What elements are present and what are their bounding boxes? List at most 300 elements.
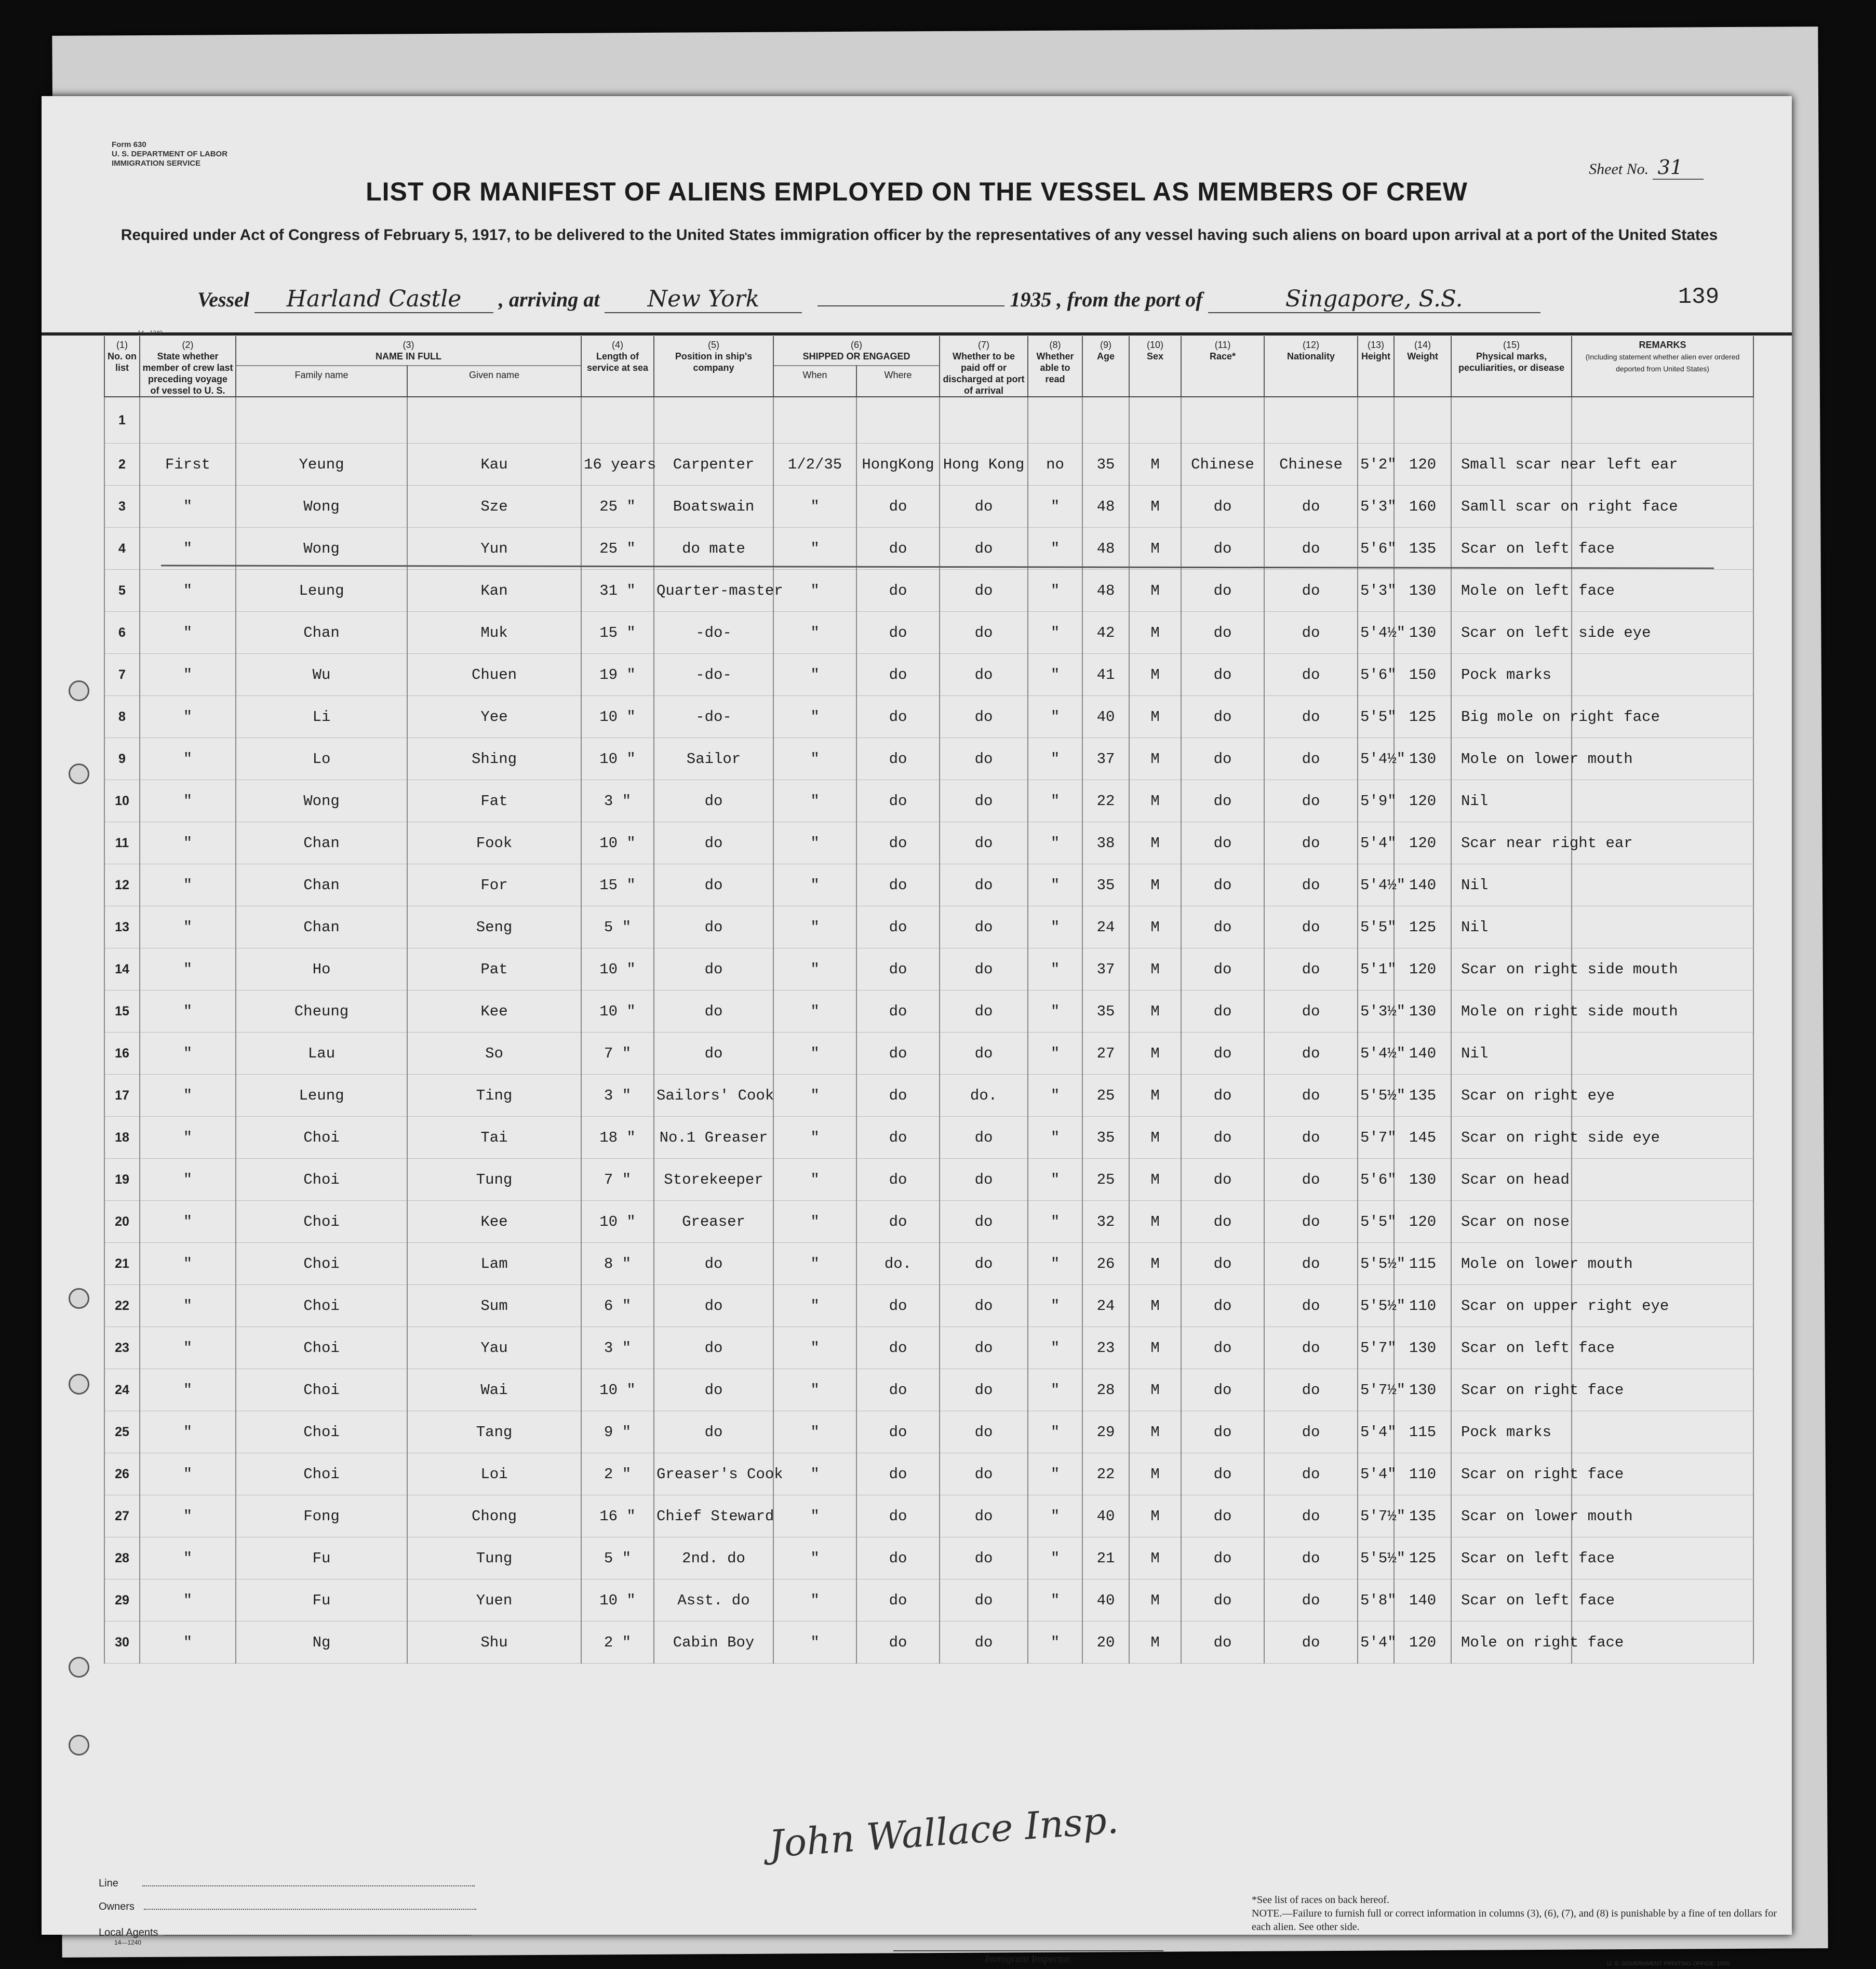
cell-service: 10 " [581, 822, 654, 864]
race-note: *See list of races on back hereof. [1252, 1894, 1389, 1906]
cell-height: 5'7" [1358, 1117, 1394, 1159]
cell-race: do [1181, 654, 1264, 696]
cell-marks: Scar on head [1451, 1159, 1572, 1201]
cell-family: Chan [236, 906, 407, 948]
cell-voyage: " [140, 822, 236, 864]
cell-paid: do [940, 1327, 1028, 1369]
cell-race: do [1181, 1537, 1264, 1579]
cell-marks: Mole on left face [1451, 570, 1572, 612]
cell-marks: Scar on lower mouth [1451, 1495, 1572, 1537]
cell-height: 5'4½" [1358, 1033, 1394, 1075]
cell-given: Yau [407, 1327, 581, 1369]
cell-when: " [773, 1201, 856, 1243]
cell-nationality: do [1264, 654, 1358, 696]
cell-service: 5 " [581, 906, 654, 948]
cell-voyage: " [140, 1411, 236, 1453]
cell-position: Greaser's Cook [654, 1453, 773, 1495]
cell-race: do [1181, 612, 1264, 654]
cell-nationality: Chinese [1264, 444, 1358, 486]
cell-given: Yuen [407, 1579, 581, 1622]
cell-weight: 135 [1394, 528, 1451, 570]
cell-service: 10 " [581, 1579, 654, 1622]
cell-race: do [1181, 1453, 1264, 1495]
cell-marks: Mole on right face [1451, 1622, 1572, 1664]
cell-where: do [856, 864, 940, 906]
cell-service: 8 " [581, 1243, 654, 1285]
cell-no: 1 [104, 397, 140, 444]
cell-nationality: do [1264, 906, 1358, 948]
cell-when: " [773, 906, 856, 948]
cell-age: 35 [1082, 864, 1129, 906]
cell-no: 20 [104, 1201, 140, 1243]
cell-no: 2 [104, 444, 140, 486]
cell-no: 30 [104, 1622, 140, 1664]
cell-age: 28 [1082, 1369, 1129, 1411]
cell-family: Cheung [236, 990, 407, 1033]
cell-service: 7 " [581, 1159, 654, 1201]
cell-nationality: do [1264, 780, 1358, 822]
cell-voyage: " [140, 654, 236, 696]
cell-service: 10 " [581, 1369, 654, 1411]
cell-voyage: " [140, 1285, 236, 1327]
table-row [104, 1201, 1753, 1243]
cell-weight: 120 [1394, 948, 1451, 990]
cell-service [581, 397, 654, 444]
cell-nationality: do [1264, 1117, 1358, 1159]
binder-hole [69, 1735, 89, 1756]
cell-given: So [407, 1033, 581, 1075]
cell-race [1181, 397, 1264, 444]
cell-paid: do [940, 486, 1028, 528]
cell-paid: do [940, 1411, 1028, 1453]
cell-remarks [1572, 864, 1753, 906]
cell-race: do [1181, 864, 1264, 906]
cell-read: " [1028, 654, 1082, 696]
col-paid-off: (7) Whether to be paid off or discharged at port of arrival [940, 336, 1028, 397]
col-position: (5) Position in ship's company [654, 336, 773, 397]
cell-family: Lo [236, 738, 407, 780]
cell-where: do [856, 1285, 940, 1327]
header-row [104, 336, 1753, 366]
from-port: Singapore, S.S. [1208, 286, 1540, 313]
cell-no: 3 [104, 486, 140, 528]
cell-weight: 115 [1394, 1411, 1451, 1453]
cell-race: do [1181, 1243, 1264, 1285]
cell-age: 22 [1082, 1453, 1129, 1495]
cell-nationality: do [1264, 990, 1358, 1033]
cell-no: 7 [104, 654, 140, 696]
cell-where: do [856, 1327, 940, 1369]
cell-age: 24 [1082, 1285, 1129, 1327]
cell-voyage: " [140, 612, 236, 654]
cell-sex: M [1129, 654, 1181, 696]
cell-height: 5'7½" [1358, 1369, 1394, 1411]
cell-given: Shu [407, 1622, 581, 1664]
cell-remarks [1572, 1033, 1753, 1075]
cell-where: do [856, 1201, 940, 1243]
cell-no: 8 [104, 696, 140, 738]
cell-position: do [654, 1243, 773, 1285]
cell-no: 4 [104, 528, 140, 570]
cell-given: Tung [407, 1159, 581, 1201]
cell-age: 40 [1082, 1495, 1129, 1537]
cell-where: do [856, 780, 940, 822]
cell-position: do [654, 864, 773, 906]
cell-given: Chuen [407, 654, 581, 696]
cell-race: do [1181, 990, 1264, 1033]
cell-age: 37 [1082, 948, 1129, 990]
cell-height: 5'6" [1358, 1159, 1394, 1201]
cell-weight: 120 [1394, 1201, 1451, 1243]
cell-paid [940, 397, 1028, 444]
cell-where: do [856, 1369, 940, 1411]
cell-race: do [1181, 1285, 1264, 1327]
table-row [104, 397, 1753, 444]
cell-no: 10 [104, 780, 140, 822]
cell-where: do [856, 1075, 940, 1117]
cell-height: 5'4" [1358, 1453, 1394, 1495]
col-name: (3) NAME IN FULL [236, 336, 581, 366]
cell-sex: M [1129, 1285, 1181, 1327]
col-remarks: REMARKS (Including statement whether alien ever ordered deported from United States) [1572, 336, 1753, 397]
cell-service: 10 " [581, 738, 654, 780]
cell-where: do [856, 1453, 940, 1495]
cell-height: 5'9" [1358, 780, 1394, 822]
cell-no: 28 [104, 1537, 140, 1579]
cell-marks: Scar on nose [1451, 1201, 1572, 1243]
sheet-label: Sheet No. [1589, 160, 1649, 178]
cell-race: do [1181, 1075, 1264, 1117]
cell-remarks [1572, 1159, 1753, 1201]
cell-paid: do [940, 1537, 1028, 1579]
col-shipped: (6) SHIPPED OR ENGAGED [773, 336, 940, 366]
cell-marks: Scar on left face [1451, 528, 1572, 570]
cell-given: Tai [407, 1117, 581, 1159]
table-row [104, 1622, 1753, 1664]
cell-sex: M [1129, 1075, 1181, 1117]
cell-age: 22 [1082, 780, 1129, 822]
cell-family: Chan [236, 864, 407, 906]
cell-nationality: do [1264, 1075, 1358, 1117]
cell-race: do [1181, 1201, 1264, 1243]
cell-where: HongKong [856, 444, 940, 486]
cell-when: " [773, 1622, 856, 1664]
cell-where: do [856, 528, 940, 570]
table-row [104, 1579, 1753, 1622]
cell-read: " [1028, 1159, 1082, 1201]
cell-age: 42 [1082, 612, 1129, 654]
cell-where: do. [856, 1243, 940, 1285]
cell-position: -do- [654, 654, 773, 696]
cell-paid: do [940, 780, 1028, 822]
cell-nationality: do [1264, 1411, 1358, 1453]
cell-family: Choi [236, 1327, 407, 1369]
cell-position: do [654, 906, 773, 948]
cell-when: " [773, 570, 856, 612]
cell-weight: 130 [1394, 1327, 1451, 1369]
cell-given [407, 397, 581, 444]
col-weight: (14) Weight [1394, 336, 1451, 397]
cell-position: do [654, 990, 773, 1033]
cell-nationality: do [1264, 1159, 1358, 1201]
cell-where: do [856, 1159, 940, 1201]
binder-hole [69, 1657, 89, 1678]
cell-given: Seng [407, 906, 581, 948]
cell-position: Cabin Boy [654, 1622, 773, 1664]
col-read: (8) Whether able to read [1028, 336, 1082, 397]
cell-read: " [1028, 864, 1082, 906]
col-no: (1) No. on list [104, 336, 140, 397]
cell-marks: Pock marks [1451, 1411, 1572, 1453]
cell-voyage: " [140, 1201, 236, 1243]
form-number-block [112, 140, 227, 168]
cell-family: Choi [236, 1453, 407, 1495]
cell-no: 9 [104, 738, 140, 780]
cell-paid: do [940, 738, 1028, 780]
cell-service: 3 " [581, 1075, 654, 1117]
cell-read: " [1028, 990, 1082, 1033]
cell-age: 40 [1082, 696, 1129, 738]
cell-family: Chan [236, 822, 407, 864]
cell-weight: 120 [1394, 444, 1451, 486]
cell-position: Carpenter [654, 444, 773, 486]
cell-when: " [773, 1117, 856, 1159]
cell-weight: 140 [1394, 864, 1451, 906]
cell-family: Ng [236, 1622, 407, 1664]
cell-race: do [1181, 570, 1264, 612]
cell-position: Storekeeper [654, 1159, 773, 1201]
cell-marks: Big mole on right face [1451, 696, 1572, 738]
cell-nationality: do [1264, 1201, 1358, 1243]
cell-weight: 130 [1394, 570, 1451, 612]
cell-height: 5'4½" [1358, 864, 1394, 906]
cell-marks: Scar on left face [1451, 1327, 1572, 1369]
cell-age: 48 [1082, 570, 1129, 612]
cell-height: 5'5½" [1358, 1537, 1394, 1579]
page-title: LIST OR MANIFEST OF ALIENS EMPLOYED ON THE VESSEL AS MEMBERS OF CREW [366, 177, 1468, 206]
cell-no: 21 [104, 1243, 140, 1285]
cell-when: " [773, 780, 856, 822]
cell-weight: 150 [1394, 654, 1451, 696]
cell-voyage: " [140, 1117, 236, 1159]
cell-age: 24 [1082, 906, 1129, 948]
cell-family: Fu [236, 1537, 407, 1579]
cell-given: Yun [407, 528, 581, 570]
table-row [104, 738, 1753, 780]
cell-voyage: " [140, 1495, 236, 1537]
cell-family: Lau [236, 1033, 407, 1075]
cell-when: " [773, 1369, 856, 1411]
cell-position: do [654, 1411, 773, 1453]
cell-no: 11 [104, 822, 140, 864]
cell-sex: M [1129, 570, 1181, 612]
cell-age: 48 [1082, 528, 1129, 570]
cell-marks: Nil [1451, 780, 1572, 822]
cell-where: do [856, 990, 940, 1033]
cell-where: do [856, 822, 940, 864]
cell-voyage: " [140, 486, 236, 528]
cell-sex: M [1129, 738, 1181, 780]
cell-read: " [1028, 1579, 1082, 1622]
cell-nationality: do [1264, 696, 1358, 738]
cell-nationality: do [1264, 738, 1358, 780]
cell-age: 40 [1082, 1579, 1129, 1622]
table-row [104, 1159, 1753, 1201]
cell-weight: 140 [1394, 1579, 1451, 1622]
cell-service: 19 " [581, 654, 654, 696]
cell-sex: M [1129, 948, 1181, 990]
cell-when: 1/2/35 [773, 444, 856, 486]
cell-weight: 120 [1394, 822, 1451, 864]
cell-weight: 135 [1394, 1075, 1451, 1117]
cell-marks: Scar near right ear [1451, 822, 1572, 864]
cell-service: 15 " [581, 864, 654, 906]
table-row [104, 444, 1753, 486]
cell-voyage: " [140, 864, 236, 906]
cell-service: 2 " [581, 1622, 654, 1664]
cell-when: " [773, 696, 856, 738]
cell-race: do [1181, 1622, 1264, 1664]
cell-no: 12 [104, 864, 140, 906]
cell-read: " [1028, 528, 1082, 570]
cell-weight: 125 [1394, 906, 1451, 948]
cell-no: 14 [104, 948, 140, 990]
cell-family: Wu [236, 654, 407, 696]
cell-family: Choi [236, 1159, 407, 1201]
cell-read: " [1028, 906, 1082, 948]
cell-service: 10 " [581, 990, 654, 1033]
cell-paid: do [940, 1622, 1028, 1664]
cell-voyage: " [140, 1622, 236, 1664]
cell-nationality: do [1264, 1495, 1358, 1537]
cell-family: Yeung [236, 444, 407, 486]
cell-position: Boatswain [654, 486, 773, 528]
cell-family: Wong [236, 528, 407, 570]
cell-paid: do [940, 1201, 1028, 1243]
col-race: (11) Race* [1181, 336, 1264, 397]
col-family-name: Family name [236, 366, 407, 397]
cell-voyage: " [140, 1243, 236, 1285]
table-row [104, 696, 1753, 738]
cell-paid: do [940, 906, 1028, 948]
cell-height: 5'5½" [1358, 1285, 1394, 1327]
cell-service: 2 " [581, 1453, 654, 1495]
cell-voyage: " [140, 570, 236, 612]
cell-voyage: " [140, 1033, 236, 1075]
cell-read: " [1028, 612, 1082, 654]
cell-given: Muk [407, 612, 581, 654]
cell-family: Choi [236, 1117, 407, 1159]
cell-family: Fong [236, 1495, 407, 1537]
cell-position: do mate [654, 528, 773, 570]
cell-paid: do [940, 1159, 1028, 1201]
cell-weight: 110 [1394, 1285, 1451, 1327]
cell-height: 5'5" [1358, 906, 1394, 948]
cell-when: " [773, 654, 856, 696]
cell-sex: M [1129, 528, 1181, 570]
cell-nationality: do [1264, 528, 1358, 570]
cell-marks: Nil [1451, 864, 1572, 906]
cell-where: do [856, 1495, 940, 1537]
cell-sex: M [1129, 1411, 1181, 1453]
cell-no: 19 [104, 1159, 140, 1201]
inspector-label: Immigrant Inspector. [893, 1950, 1163, 1965]
cell-height: 5'7" [1358, 1327, 1394, 1369]
cell-nationality: do [1264, 1453, 1358, 1495]
cell-nationality: do [1264, 486, 1358, 528]
table-row [104, 780, 1753, 822]
cell-service: 25 " [581, 486, 654, 528]
cell-weight: 130 [1394, 1369, 1451, 1411]
cell-service: 10 " [581, 948, 654, 990]
cell-height: 5'7½" [1358, 1495, 1394, 1537]
cell-paid: do [940, 1453, 1028, 1495]
cell-family: Leung [236, 1075, 407, 1117]
cell-given: Pat [407, 948, 581, 990]
cell-read: " [1028, 1453, 1082, 1495]
cell-paid: do [940, 822, 1028, 864]
cell-voyage: " [140, 1453, 236, 1495]
cell-read: " [1028, 486, 1082, 528]
cell-position: Asst. do [654, 1579, 773, 1622]
cell-sex: M [1129, 780, 1181, 822]
cell-paid: do [940, 696, 1028, 738]
cell-voyage: " [140, 948, 236, 990]
cell-sex [1129, 397, 1181, 444]
col-where: Where [856, 366, 940, 397]
cell-height: 5'4" [1358, 822, 1394, 864]
cell-marks: Scar on right side mouth [1451, 948, 1572, 990]
cell-marks: Scar on left face [1451, 1579, 1572, 1622]
col-given-name: Given name [407, 366, 581, 397]
cell-race: do [1181, 1033, 1264, 1075]
cell-marks: Small scar near left ear [1451, 444, 1572, 486]
cell-marks: Scar on left face [1451, 1537, 1572, 1579]
cell-given: Sze [407, 486, 581, 528]
cell-read: " [1028, 1622, 1082, 1664]
cell-nationality: do [1264, 1537, 1358, 1579]
cell-service: 3 " [581, 780, 654, 822]
cell-remarks [1572, 1201, 1753, 1243]
col-nationality: (12) Nationality [1264, 336, 1358, 397]
cell-height: 5'3" [1358, 570, 1394, 612]
table-row [104, 528, 1753, 570]
cell-given: Shing [407, 738, 581, 780]
cell-family: Ho [236, 948, 407, 990]
cell-family: Leung [236, 570, 407, 612]
table-row [104, 612, 1753, 654]
cell-sex: M [1129, 1201, 1181, 1243]
cell-where: do [856, 1411, 940, 1453]
cell-race: do [1181, 1411, 1264, 1453]
cell-given: Fat [407, 780, 581, 822]
cell-marks: Scar on right face [1451, 1369, 1572, 1411]
cell-sex: M [1129, 1579, 1181, 1622]
cell-remarks [1572, 906, 1753, 948]
cell-height: 5'3" [1358, 486, 1394, 528]
cell-race: do [1181, 486, 1264, 528]
cell-position: Sailors' Cook [654, 1075, 773, 1117]
cell-where: do [856, 948, 940, 990]
cell-where: do [856, 1117, 940, 1159]
cell-nationality: do [1264, 1622, 1358, 1664]
cell-marks: Scar on right eye [1451, 1075, 1572, 1117]
table-row [104, 990, 1753, 1033]
cell-age: 21 [1082, 1537, 1129, 1579]
cell-sex: M [1129, 1033, 1181, 1075]
cell-weight: 120 [1394, 780, 1451, 822]
cell-nationality: do [1264, 1243, 1358, 1285]
